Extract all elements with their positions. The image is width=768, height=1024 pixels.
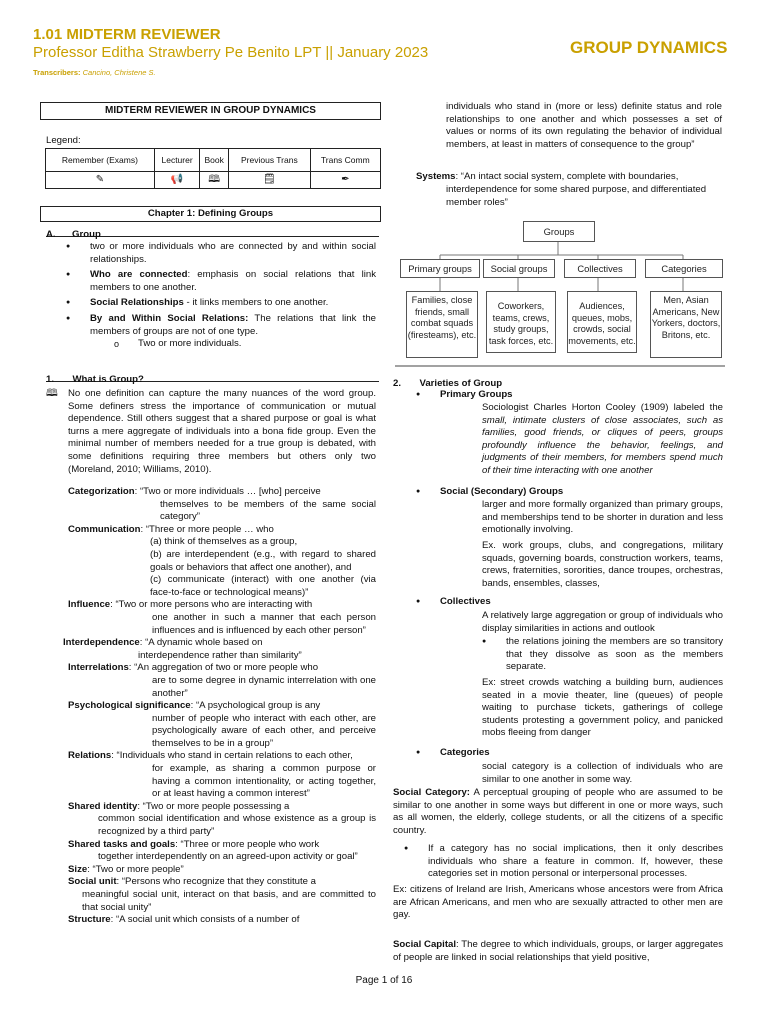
definition-lead: : “An aggregation of two or more people who: [128, 662, 319, 674]
definition-item: [68, 662, 376, 675]
definition-term: Shared tasks and goals: [68, 838, 176, 850]
primary-groups-text: [482, 402, 723, 478]
definition-term: Social unit: [68, 876, 117, 888]
bullet-term: By and Within Social Relations:: [90, 312, 249, 324]
definition-body: common social identification and whose existence as a group is recognized by a third party”: [98, 813, 376, 838]
section-1-label: 1.: [46, 374, 55, 385]
social-groups-text: larger and more formally organized than primary groups, and memberships tend to be shorter in duration and less emotionally involving.: [482, 499, 723, 536]
collectives-heading: [416, 596, 491, 609]
section-a-label: A.: [46, 229, 56, 240]
social-category-paragraph: [393, 787, 723, 837]
diagram-branch-collectives: Collectives: [564, 259, 636, 278]
definition-lead: : “A dynamic whole based on: [139, 637, 263, 649]
social-capital-text: : The degree to which individuals, groups, or larger aggregates of people are linked in social relationships that yield positive,: [393, 939, 723, 963]
legend-header: Remember (Exams): [46, 149, 155, 172]
list-item: [416, 747, 490, 760]
section-a-bullets: [66, 241, 376, 351]
bullet-term: Who are connected: [90, 269, 188, 281]
legend-header: Trans Comm: [310, 149, 380, 172]
bullet-term: Primary Groups: [440, 389, 513, 400]
definition-body: themselves to be members of the same social category”: [160, 498, 376, 523]
sub-list-item: ● the relations joining the members are so transitory that they dissolve as soon as the members separate.: [482, 636, 723, 674]
section-a-heading: [46, 224, 379, 240]
social-category-text: A perceptual grouping of people who are assumed to be similar to one another in some ways but different in one or more ways, such as all women, the elderly, college students, or all the citizens of a specific country.: [393, 787, 723, 836]
chapter-title: Chapter 1: Defining Groups: [40, 206, 381, 222]
definition-body: are to some degree in dynamic interrelation with one another”: [152, 674, 376, 699]
page-number: Page 1 of 16: [355, 975, 413, 986]
definition-lead: : “Two or more persons who are interacting with: [110, 599, 313, 611]
definition-item: [68, 864, 376, 877]
primary-groups-heading: [416, 389, 513, 402]
definition-item: [68, 750, 376, 763]
transcribers-names: Cancino, Christene S.: [82, 68, 156, 77]
definition-lead: : “An intact social system, complete with boundaries,: [455, 171, 679, 182]
document-title: 1.01 MIDTERM REVIEWER: [33, 26, 221, 43]
definition-lead: : “Persons who recognize that they constitute a: [116, 876, 316, 888]
definition-item: [68, 839, 376, 852]
legend-table: [45, 148, 381, 189]
what-is-group-paragraph: No one definition can capture the many nuances of the word group. Some definers stress the importance of communication or mutual dependence. Still others suggest that a shared purpose or goal is what turns a mere aggregate of individuals into a bona fide group. Even the minimal number of members needed for a true group is debated, with some definitions requiring three members but others only two (Moreland, 2010; Williams, 2010).: [68, 388, 376, 475]
definition-item: [63, 637, 376, 650]
diagram-leaf-social: Coworkers, teams, crews, study groups, task forces, etc.: [486, 291, 556, 353]
legend-icon-row: [46, 172, 381, 189]
definition-lead: : “Three or more people … who: [140, 523, 274, 535]
definition-item: [68, 486, 376, 499]
definition-lead: : “A social unit which consists of a number of: [110, 914, 300, 926]
diagram-branch-categories: Categories: [645, 259, 723, 278]
book-icon: 🕮: [46, 388, 58, 399]
bullet-term: Collectives: [440, 596, 491, 607]
definition-body: interdependence for some shared purpose, and differentiated member roles”: [446, 184, 707, 208]
definition-term: Categorization: [68, 486, 135, 497]
transcribers-line: [33, 68, 156, 77]
structure-continuation: individuals who stand in (more or less) definite status and role relationships to one another and which possesses a set of values or norms of its own regulating the behavior of individual members, at least in matters of consequence to the group”: [446, 101, 722, 150]
diagram-leaf-primary: Families, close friends, small combat squads (firesteams), etc.: [406, 291, 478, 358]
list-item: ● If a category has no social implications, then it only describes individuals who share a feature in common. If, however, these categories set in motion personal or interpersonal processes.: [404, 843, 723, 881]
professor-line: Professor Editha Strawberry Pe Benito LPT || January 2023: [33, 44, 429, 61]
section-1-title: What is Group?: [72, 374, 144, 385]
definition-item: [68, 524, 376, 537]
list-item: [66, 269, 376, 294]
section-1-heading: [46, 369, 379, 385]
diagram-branch-social: Social groups: [483, 259, 555, 278]
section-2-title: Varieties of Group: [419, 378, 503, 389]
diagram-leaf-collectives: Audiences, queues, mobs, crowds, social movements, etc.: [567, 291, 637, 353]
legend-header: Lecturer: [154, 149, 199, 172]
section-2-label: 2.: [393, 378, 402, 389]
definition-item: [68, 801, 376, 814]
primary-text-italic: small, intimate clusters of close associates, such as families, good friends, or cliques of peers, groups profoundly influence the behavior, feelings, and judgments of their members, for members spend much of their time interacting with one another: [482, 414, 723, 476]
subject-title: GROUP DYNAMICS: [570, 38, 728, 57]
definition-item: [68, 876, 376, 889]
book-icon: 🕮: [200, 172, 229, 189]
social-category-term: Social Category:: [393, 787, 471, 798]
list-item: [416, 596, 491, 609]
bullet-term: Social (Secondary) Groups: [440, 486, 564, 497]
transcribers-label: Transcribers:: [33, 68, 81, 77]
category-bullet: [404, 843, 723, 881]
definition-item: [68, 700, 376, 713]
bullet-text: two or more individuals who are connected by and within social relationships.: [90, 241, 376, 265]
diagram-leaf-categories: Men, Asian Americans, New Yorkers, doctors, Britons, etc.: [650, 291, 722, 358]
bullet-term: Categories: [440, 747, 490, 758]
legend-header: Previous Trans: [229, 149, 311, 172]
definition-term: Structure: [68, 914, 111, 926]
definition-term: Shared identity: [68, 800, 138, 812]
bullet-term: Social Relationships: [90, 297, 184, 309]
collectives-examples: Ex: street crowds watching a building burn, audiences seated in a movie theater, line (queues) of people waiting to purchase tickets, gatherings of college students protesting a government policy, and panicked mobs fleeing from danger: [482, 677, 723, 739]
definition-lead: : “Two or more people possessing a: [137, 800, 290, 812]
definition-body: for example, as sharing a common purpose or having a common intentionality, or acting together, or at least having a common interest”: [152, 763, 376, 800]
definition-body: meaningful social unit, interact on that basis, and are committed to that social unity”: [82, 889, 376, 913]
pen-icon: ✒: [310, 172, 380, 189]
diagram-branch-primary: Primary groups: [400, 259, 480, 278]
legend-label: Legend:: [46, 135, 81, 146]
list-item: [66, 297, 376, 310]
definition-term: Interdependence: [63, 637, 140, 649]
definition-term: Communication: [68, 523, 141, 535]
definition-item: [416, 171, 722, 184]
speaker-icon: 📢: [154, 172, 199, 189]
pencil-icon: ✎: [46, 172, 155, 189]
categories-text: social category is a collection of individuals who are similar to one another in some way.: [482, 761, 723, 785]
collectives-sub: [482, 636, 723, 674]
legend-header: Book: [200, 149, 229, 172]
definition-term: Influence: [68, 599, 111, 611]
definition-term: Interrelations: [68, 662, 129, 674]
category-examples: Ex: citizens of Ireland are Irish, Americans whose ancestors were from Africa are African Americans, and men who are sexually attracted to other men are gay.: [393, 884, 723, 921]
definition-item: [68, 914, 376, 927]
list-item: [66, 241, 376, 266]
list-item: [416, 486, 563, 499]
definition-lead: : “Two or more individuals … [who] perceive: [134, 486, 321, 497]
definition-term: Relations: [68, 750, 112, 762]
bullet-text: - it links members to one another.: [183, 297, 329, 309]
social-capital-paragraph: [393, 939, 723, 964]
bullet-text: The relations that link the members of groups are not of one type.: [90, 312, 377, 337]
collectives-text: A relatively large aggregation or group of individuals who display similarities in actions and outlook: [482, 610, 723, 634]
definition-term: Size: [68, 863, 88, 875]
definition-item: [68, 599, 376, 612]
groups-diagram: [395, 215, 725, 367]
legend-header-row: [46, 149, 381, 172]
list-item: [66, 313, 376, 338]
social-groups-heading: [416, 486, 563, 499]
definition-lead: : “A psychological group is any: [190, 700, 321, 712]
reviewer-box-title: MIDTERM REVIEWER IN GROUP DYNAMICS: [40, 102, 381, 120]
social-groups-examples: Ex. work groups, clubs, and congregations, military squads, governing boards, construction workers, teams, crews, fraternities, sororities, dance troupes, orchestras, bands, ensembles, classes,: [482, 540, 723, 589]
definitions-list: [63, 486, 376, 927]
definition-lead: : “Two or more people”: [87, 863, 184, 875]
primary-text-plain: Sociologist Charles Horton Cooley (1909) labeled the: [482, 402, 723, 413]
definition-body: (a) think of themselves as a group, (b) are interdependent (e.g., with regard to shared goals or behaviors that affect one another), and (c) communicate (interact) with one another (via face-to-face or technological means)”: [150, 536, 376, 598]
section-2-heading: [393, 373, 723, 389]
bullet-text: : emphasis on social relations that link members to one another.: [90, 269, 377, 293]
definition-body: one another in such a manner that each person influences and is influenced by each other person”: [152, 611, 376, 636]
notes-icon: 🗒: [229, 172, 311, 189]
definition-term: Psychological significance: [68, 700, 191, 712]
categories-heading: [416, 747, 490, 760]
section-a-title: Group: [72, 229, 101, 240]
definition-lead: : “Individuals who stand in certain relations to each other,: [111, 750, 353, 762]
definition-body: together interdependently on an agreed-upon activity or goal”: [98, 851, 358, 863]
social-capital-term: Social Capital: [393, 939, 457, 950]
definition-body: number of people who interact with each other, are psychologically aware of each other, and perceive themselves to be in a group”: [152, 712, 376, 749]
definition-body: interdependence rather than similarity”: [138, 649, 302, 661]
definition-term: Systems: [416, 171, 456, 182]
diagram-root-groups: Groups: [523, 221, 595, 242]
list-item: [416, 389, 513, 402]
definition-lead: : “Three or more people who work: [175, 838, 320, 850]
sub-list-item: o Two or more individuals.: [114, 338, 376, 351]
